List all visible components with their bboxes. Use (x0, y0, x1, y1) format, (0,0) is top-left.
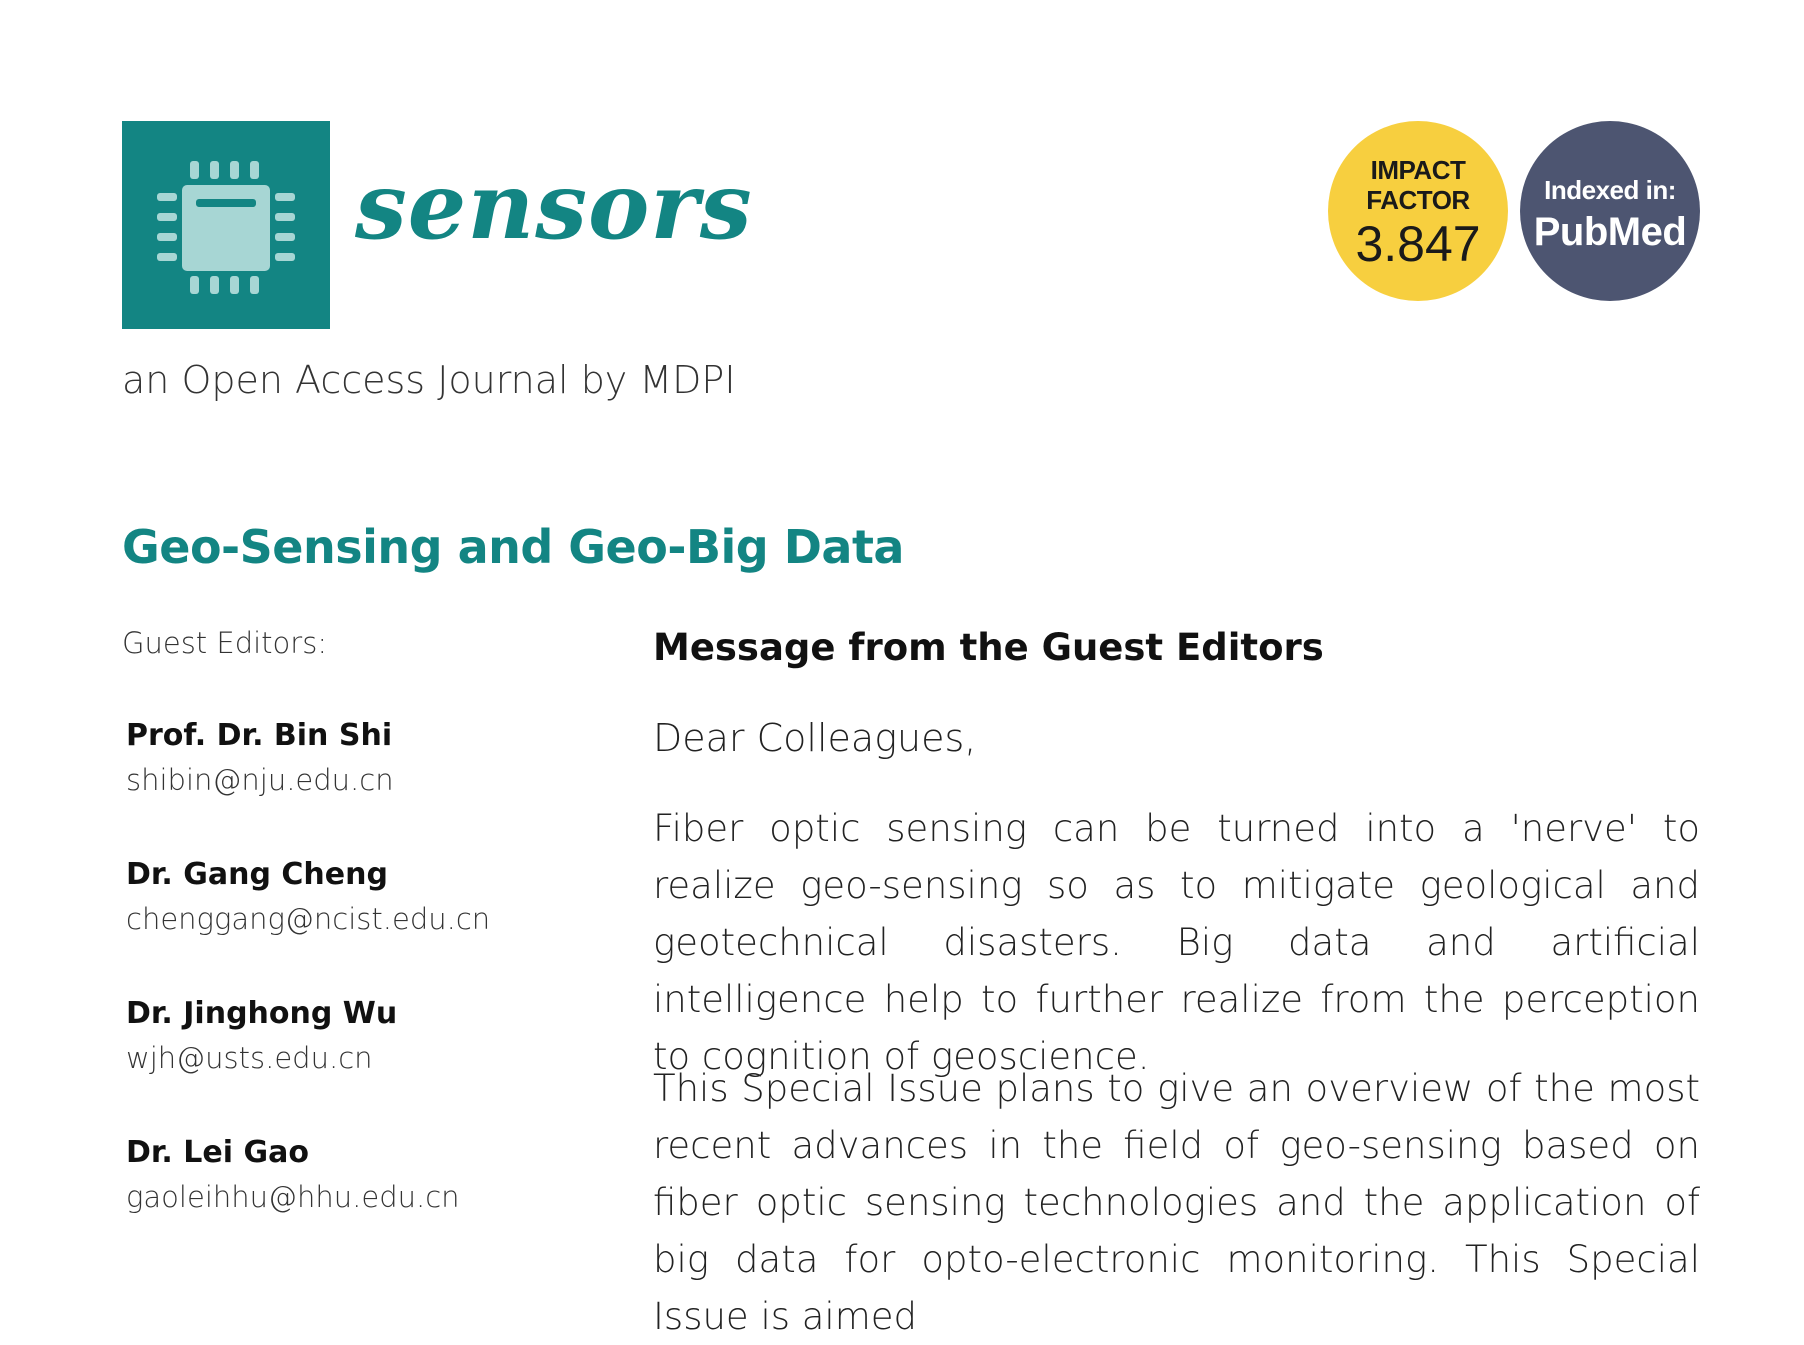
impact-factor-label (1328, 155, 1508, 215)
editor-entry (126, 1133, 460, 1217)
indexed-label: Indexed in: (1544, 175, 1676, 205)
sensors-chip-logo (122, 121, 330, 329)
editor-name: Dr. Gang Cheng (126, 857, 388, 892)
editor-email-link[interactable]: gaoleihhu@hhu.edu.cn (126, 1180, 460, 1214)
indexed-value: PubMed (1533, 210, 1687, 254)
guest-editors-label: Guest Editors: (122, 626, 328, 660)
editor-entry (126, 855, 490, 939)
editor-email-link[interactable]: shibin@nju.edu.cn (126, 763, 394, 797)
message-heading: Message from the Guest Editors (653, 626, 1324, 669)
message-paragraph: Fiber optic sensing can be turned into a 'nerve' to realize geo-sensing so as to mitigate geological and geotechnical disasters. Big data and artificial intelligence help to further realize from the perception to cognition of geoscience. (653, 807, 1700, 1078)
chip-icon (122, 121, 330, 329)
impact-factor-badge (1328, 121, 1508, 301)
editor-name: Prof. Dr. Bin Shi (126, 718, 393, 753)
impact-label-line2: FACTOR (1366, 185, 1470, 215)
editor-name: Dr. Jinghong Wu (126, 996, 398, 1031)
special-issue-title: Geo-Sensing and Geo-Big Data (122, 520, 904, 574)
journal-wordmark: sensors (355, 152, 753, 260)
impact-label-line1: IMPACT (1370, 155, 1466, 185)
editor-entry (126, 716, 394, 800)
pubmed-indexed-badge (1520, 121, 1700, 301)
editor-name: Dr. Lei Gao (126, 1135, 309, 1170)
impact-factor-value: 3.847 (1355, 216, 1481, 272)
editor-entry (126, 994, 397, 1078)
message-salutation: Dear Colleagues, (653, 716, 977, 760)
message-paragraph: This Special Issue plans to give an overview of the most recent advances in the field of geo-sensing based on fiber optic sensing technologies and the application of big data for opto-electronic monitoring. This Special Issue is aimed (653, 1067, 1700, 1338)
editor-email-link[interactable]: chenggang@ncist.edu.cn (126, 902, 491, 936)
editor-email-link[interactable]: wjh@usts.edu.cn (126, 1041, 373, 1075)
journal-tagline: an Open Access Journal by MDPI (122, 358, 736, 402)
